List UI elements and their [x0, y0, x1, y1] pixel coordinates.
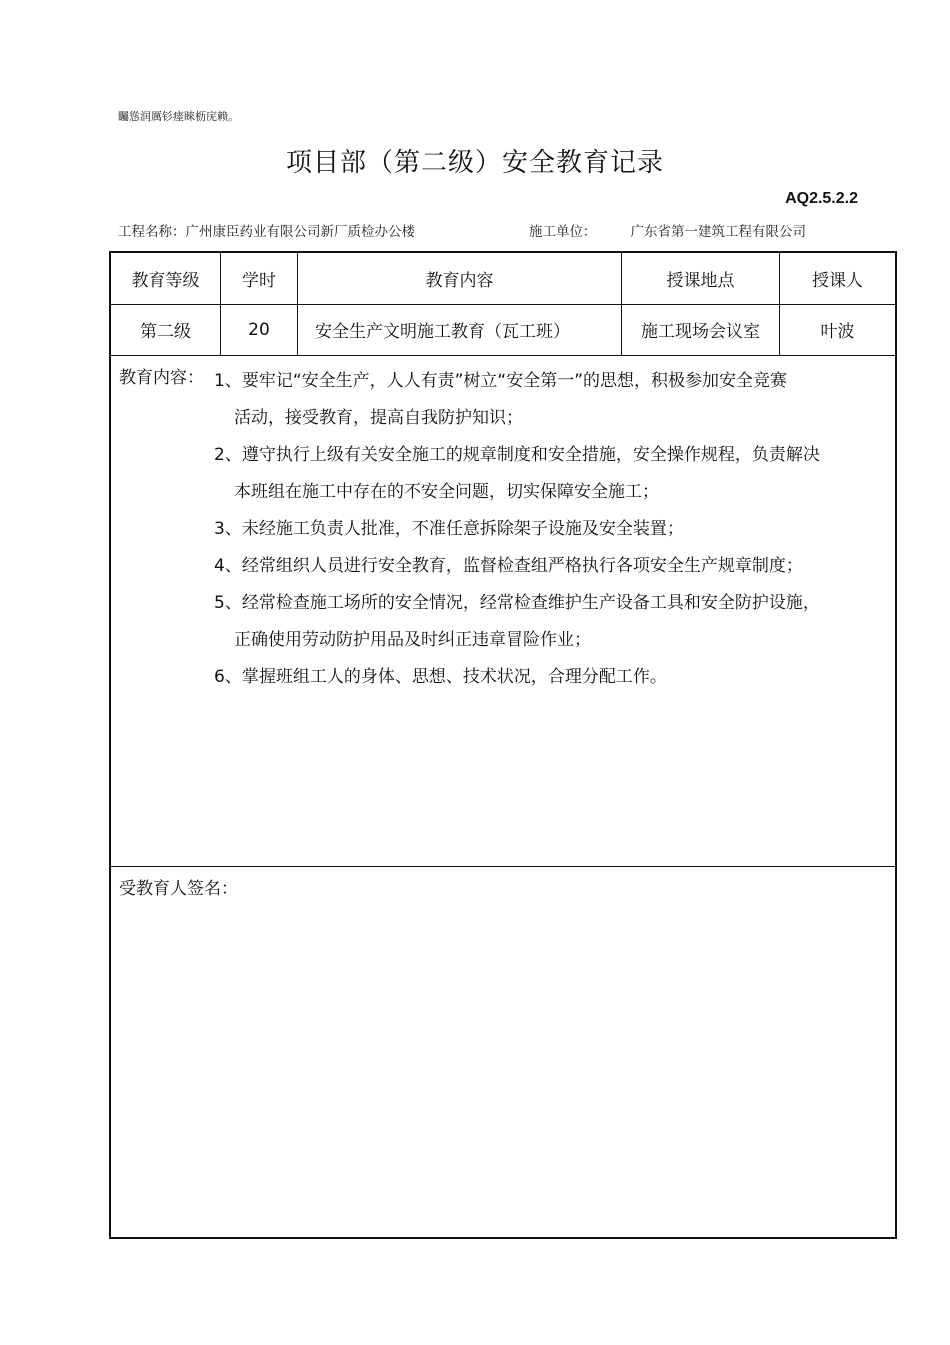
list-item-line: 5、经常检查施工场所的安全情况，经常检查维护生产设备工具和安全防护设施，: [214, 593, 820, 613]
header-cell-location: 授课地点: [622, 253, 780, 304]
list-item-line: 6、掌握班组工人的身体、思想、技术状况，合理分配工作。: [214, 667, 667, 687]
list-item: [214, 511, 875, 548]
list-item-continuation: 本班组在施工中存在的不安全问题，切实保障安全施工；: [234, 482, 659, 502]
list-item: [214, 659, 875, 696]
page-title: 项目部（第二级）安全教育记录: [285, 148, 664, 178]
content-label: 教育内容：: [119, 368, 204, 388]
header-cell-content: 教育内容: [298, 253, 622, 304]
cell-location: 施工现场会议室: [622, 304, 780, 355]
contractor-name: 广东省第一建筑工程有限公司: [630, 224, 806, 240]
contractor-info: [529, 220, 806, 240]
header-cell-hours: 学时: [221, 253, 298, 304]
list-item-continuation: 正确使用劳动防护用品及时纠正违章冒险作业；: [234, 630, 591, 650]
list-item-continuation: 活动，接受教育，提高自我防护知识；: [234, 408, 523, 428]
table-header-row: [111, 253, 895, 305]
document-code: AQ2.5.2.2: [785, 190, 858, 207]
header-cell-instructor: 授课人: [812, 271, 863, 291]
content-list: [214, 363, 875, 696]
project-info: [118, 220, 415, 240]
list-item: [214, 585, 875, 659]
list-item-line: 2、遵守执行上级有关安全施工的规章制度和安全措施，安全操作规程，负责解决: [214, 445, 820, 465]
list-item: [214, 363, 875, 437]
education-content-section: [111, 355, 895, 867]
list-item-line: 1、要牢记“安全生产，人人有责”树立“安全第一”的思想，积极参加安全竞赛: [214, 371, 788, 391]
contractor-label: 施工单位：: [529, 224, 597, 240]
garbled-text-line: 矚慫润厲钐瘗睞枥庑赖。: [118, 110, 239, 123]
list-item: [214, 437, 875, 511]
cell-hours: 20: [221, 304, 298, 355]
cell-instructor: 叶波: [820, 322, 855, 342]
table-row: [111, 304, 895, 356]
education-record-table: [109, 251, 897, 1239]
signature-label: 受教育人签名：: [119, 879, 238, 899]
list-item-line: 4、经常组织人员进行安全教育，监督检查组严格执行各项安全生产规章制度；: [214, 556, 803, 576]
list-item-line: 3、未经施工负责人批准，不准任意拆除架子设施及安全装置；: [214, 519, 684, 539]
header-cell-level: 教育等级: [111, 253, 221, 304]
cell-content: 安全生产文明施工教育（瓦工班）: [298, 304, 622, 355]
cell-level: 第二级: [111, 304, 221, 355]
list-item: [214, 548, 875, 585]
project-name: 广州康臣药业有限公司新厂质检办公楼: [185, 224, 415, 240]
project-label: 工程名称：: [118, 224, 186, 240]
